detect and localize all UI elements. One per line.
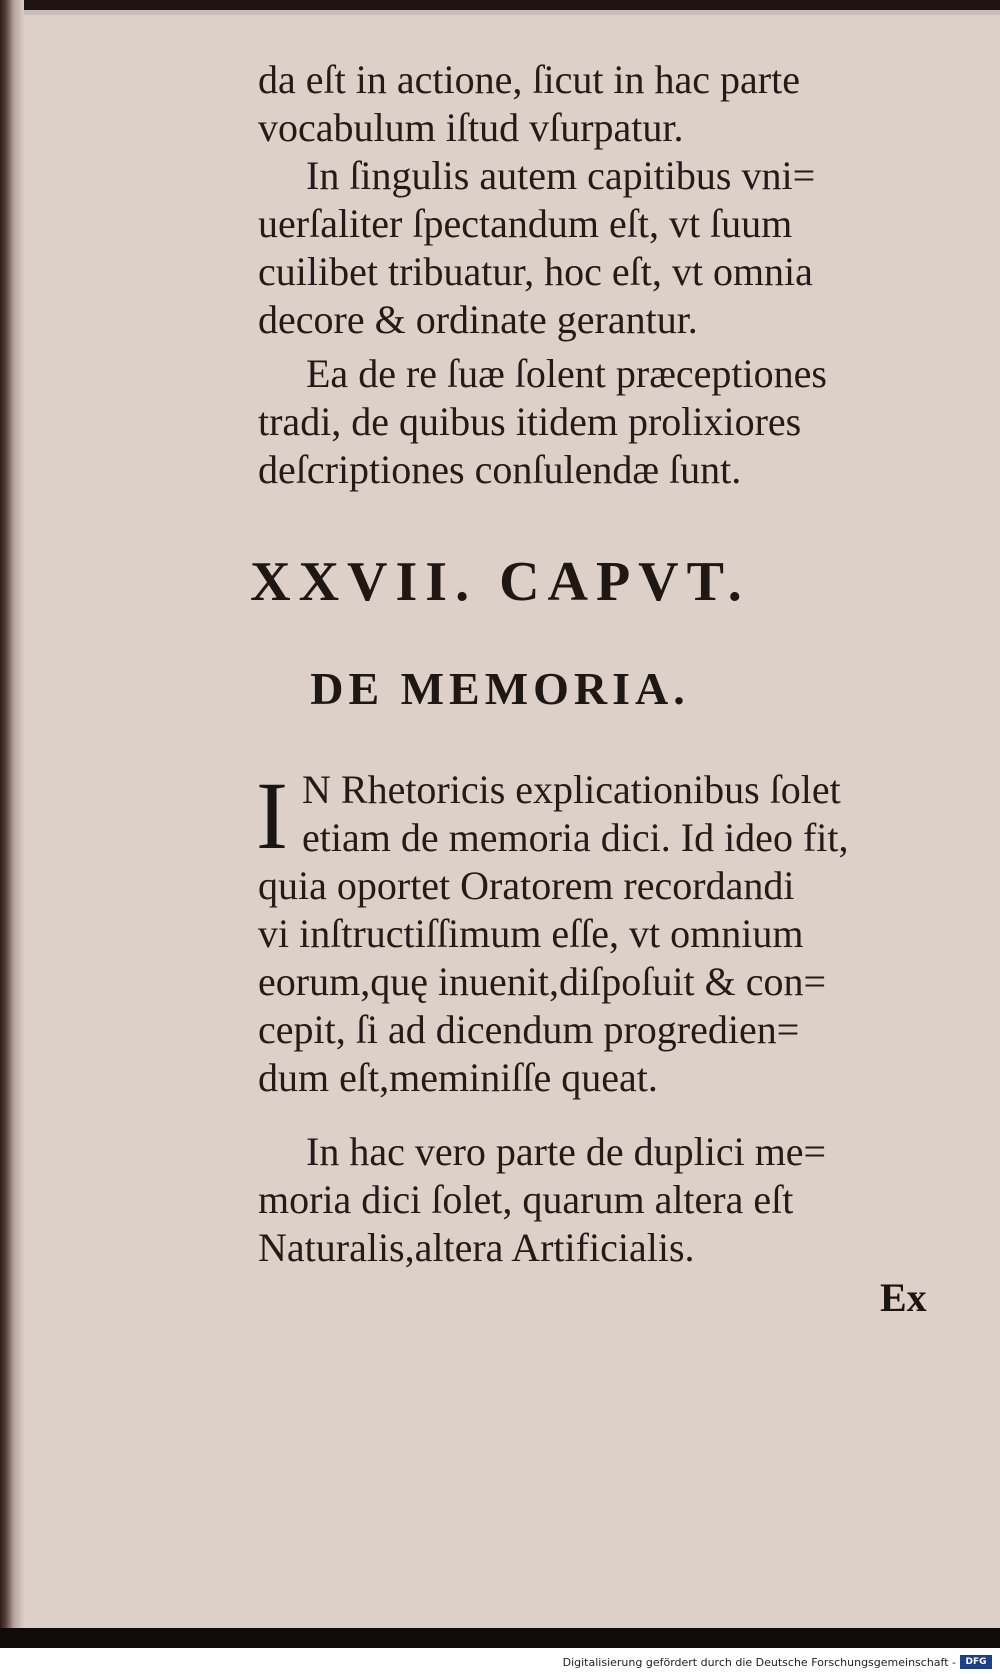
text-line: dum eſt,meminiſſe queat. <box>258 1055 658 1100</box>
text-line: cuilibet tribuatur, hoc eſt, vt omnia <box>258 249 813 294</box>
text-line: eorum,quę inuenit,diſpoſuit & con= <box>258 959 827 1004</box>
text-line: cepit, ſi ad dicendum progredien= <box>258 1007 800 1052</box>
text-line: quia oportet Oratorem recordandi <box>258 863 795 908</box>
dfg-logo: DFG <box>960 1655 992 1669</box>
text-line: da eſt in actione, ſicut in hac parte <box>258 57 800 102</box>
text-line: N Rhetoricis explicationibus ſolet <box>302 767 841 812</box>
chapter-title: XXVII. CAPVT. <box>250 551 750 613</box>
text-line: etiam de memoria dici. Id ideo fit, <box>302 815 849 860</box>
text-line: Naturalis,altera Artificialis. <box>258 1225 695 1270</box>
book-bottom-edge <box>0 1628 1000 1648</box>
text-line: In ſingulis autem capitibus vni= <box>306 153 816 198</box>
footer-credit: Digitalisierung gefördert durch die Deutsche Forschungsgemeinschaft - <box>562 1656 956 1669</box>
text-line: In hac vero parte de duplici me= <box>306 1129 827 1174</box>
drop-cap: I <box>256 762 288 869</box>
text-line: decore & ordinate gerantur. <box>258 297 698 342</box>
text-line: moria dici ſolet, quarum altera eſt <box>258 1177 794 1222</box>
book-top-edge <box>0 0 1000 10</box>
text-line: deſcriptiones conſulendæ ſunt. <box>258 447 742 492</box>
text-line: tradi, de quibus itidem prolixiores <box>258 399 802 444</box>
section-title: DE MEMORIA. <box>310 663 690 714</box>
catchword: Ex <box>880 1275 927 1320</box>
book-left-edge <box>0 0 24 1646</box>
text-line: Ea de re ſuæ ſolent præceptiones <box>306 351 827 396</box>
text-line: uerſaliter ſpectandum eſt, vt ſuum <box>258 201 793 246</box>
text-line: vi inſtructiſſimum eſſe, vt omnium <box>258 911 804 956</box>
text-line: vocabulum iſtud vſurpatur. <box>258 105 684 150</box>
